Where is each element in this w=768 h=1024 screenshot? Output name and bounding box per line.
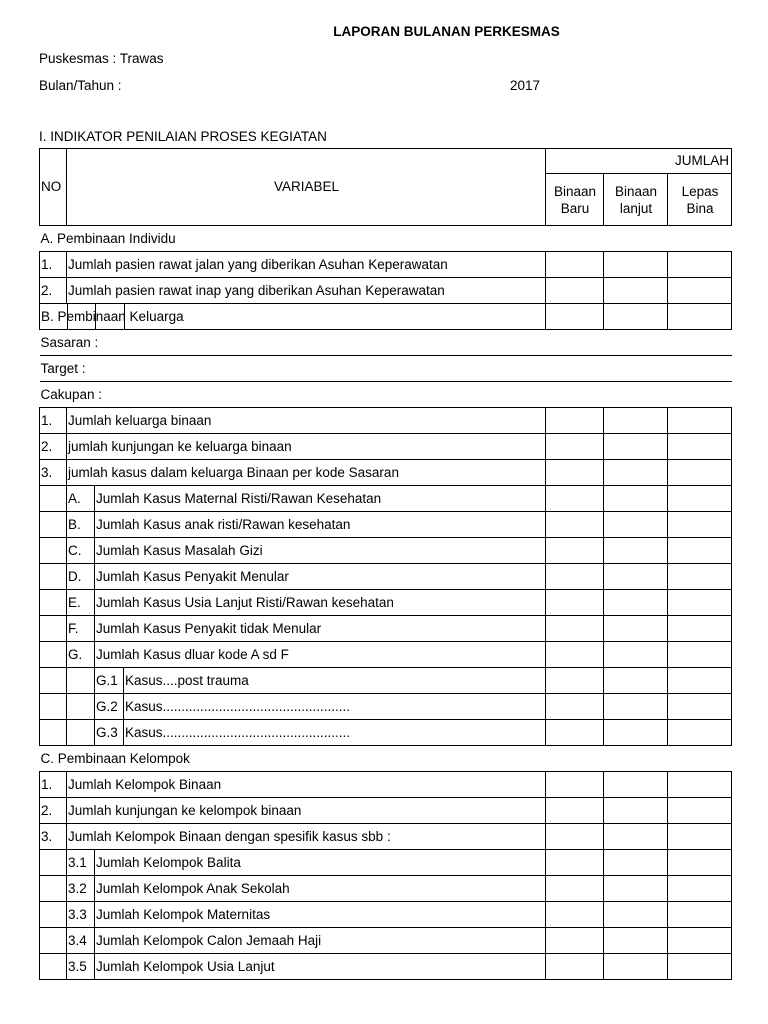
value-binaan-lanjut	[604, 590, 668, 616]
value-binaan-lanjut	[604, 902, 668, 928]
row-variabel: jumlah kunjungan ke keluarga binaan	[67, 434, 546, 460]
value-binaan-baru	[546, 304, 604, 330]
section-row	[40, 304, 732, 330]
row-code: E.	[67, 590, 95, 616]
value-binaan-lanjut	[604, 928, 668, 954]
value-binaan-baru	[546, 486, 604, 512]
value-binaan-baru	[546, 720, 604, 746]
section-c-label: C. Pembinaan Kelompok	[40, 746, 732, 772]
table-row	[40, 486, 732, 512]
table-row	[40, 798, 732, 824]
header-lepas-bina: Lepas Bina	[668, 174, 732, 226]
row-code: F.	[67, 616, 95, 642]
row-number	[40, 486, 67, 512]
value-lepas-bina	[668, 928, 732, 954]
header-variabel: VARIABEL	[67, 149, 546, 226]
value-lepas-bina	[668, 278, 732, 304]
value-binaan-baru	[546, 460, 604, 486]
value-lepas-bina	[668, 460, 732, 486]
row-number: 3.	[40, 824, 67, 850]
value-lepas-bina	[668, 824, 732, 850]
target-label: Target :	[40, 356, 732, 382]
table-row	[40, 772, 732, 798]
table-row	[40, 642, 732, 668]
value-lepas-bina	[668, 408, 732, 434]
table-row	[40, 538, 732, 564]
row-variabel: Jumlah Kasus anak risti/Rawan kesehatan	[95, 512, 546, 538]
row-number	[40, 720, 67, 746]
row-number	[40, 876, 67, 902]
value-lepas-bina	[668, 720, 732, 746]
table-row	[40, 408, 732, 434]
value-lepas-bina	[668, 564, 732, 590]
value-binaan-baru	[546, 824, 604, 850]
row-code: G.	[67, 642, 95, 668]
row-variabel: Jumlah Kelompok Binaan dengan spesifik kasus sbb :	[67, 824, 546, 850]
section-a-label: A. Pembinaan Individu	[40, 226, 732, 252]
value-binaan-baru	[546, 668, 604, 694]
value-binaan-baru	[546, 564, 604, 590]
row-variabel: Jumlah Kelompok Maternitas	[95, 902, 546, 928]
section-row	[40, 746, 732, 772]
value-binaan-lanjut	[604, 304, 668, 330]
row-code	[67, 668, 95, 694]
report-title: LAPORAN BULANAN PERKESMAS	[333, 24, 560, 39]
value-binaan-baru	[546, 850, 604, 876]
value-binaan-lanjut	[604, 694, 668, 720]
row-number	[40, 850, 67, 876]
row-code: 3.1	[67, 850, 95, 876]
value-binaan-baru	[546, 798, 604, 824]
row-number: 3.	[40, 460, 67, 486]
row-variabel: Kasus..................................................	[124, 720, 546, 746]
row-number	[40, 590, 67, 616]
row-variabel: Jumlah Kasus dluar kode A sd F	[95, 642, 546, 668]
value-binaan-baru	[546, 616, 604, 642]
row-code: C.	[67, 538, 95, 564]
row-code: B.	[67, 512, 95, 538]
table-row	[40, 460, 732, 486]
puskesmas-label: Puskesmas : Trawas	[39, 51, 164, 66]
value-lepas-bina	[668, 902, 732, 928]
table-row	[40, 252, 732, 278]
row-code: 3.2	[67, 876, 95, 902]
table-row	[40, 850, 732, 876]
row-variabel: Jumlah Kasus Penyakit tidak Menular	[95, 616, 546, 642]
value-binaan-lanjut	[604, 772, 668, 798]
value-binaan-baru	[546, 538, 604, 564]
table-row	[40, 694, 732, 720]
value-lepas-bina	[668, 434, 732, 460]
value-binaan-lanjut	[604, 824, 668, 850]
value-lepas-bina	[668, 486, 732, 512]
row-number: 1.	[40, 252, 67, 278]
row-number	[40, 538, 67, 564]
row-variabel: Jumlah Kelompok Usia Lanjut	[95, 954, 546, 980]
section-title: I. INDIKATOR PENILAIAN PROSES KEGIATAN	[39, 129, 327, 144]
row-number	[40, 512, 67, 538]
value-lepas-bina	[668, 772, 732, 798]
value-binaan-baru	[546, 954, 604, 980]
value-lepas-bina	[668, 512, 732, 538]
tahun-value: 2017	[510, 78, 541, 93]
row-variabel: Jumlah Kelompok Calon Jemaah Haji	[95, 928, 546, 954]
header-binaan-lanjut: Binaan lanjut	[604, 174, 668, 226]
table-row	[40, 590, 732, 616]
row-code	[67, 720, 95, 746]
value-binaan-lanjut	[604, 408, 668, 434]
table-row	[40, 512, 732, 538]
value-binaan-baru	[546, 408, 604, 434]
row-variabel: Jumlah Kelompok Balita	[95, 850, 546, 876]
value-lepas-bina	[668, 616, 732, 642]
table-row	[40, 824, 732, 850]
section-b-label: B. Pembinaan Keluarga	[40, 304, 546, 330]
value-binaan-lanjut	[604, 564, 668, 590]
row-variabel: Jumlah Kelompok Anak Sekolah	[95, 876, 546, 902]
table-row	[40, 668, 732, 694]
value-binaan-lanjut	[604, 850, 668, 876]
value-binaan-baru	[546, 876, 604, 902]
header-jumlah: JUMLAH	[546, 149, 732, 174]
value-binaan-baru	[546, 590, 604, 616]
bulan-tahun-label: Bulan/Tahun :	[39, 78, 122, 93]
table-row	[40, 434, 732, 460]
value-binaan-lanjut	[604, 642, 668, 668]
value-binaan-baru	[546, 434, 604, 460]
section-row	[40, 382, 732, 408]
row-variabel: Kasus....post trauma	[124, 668, 546, 694]
row-number	[40, 642, 67, 668]
row-code: 3.4	[67, 928, 95, 954]
value-binaan-lanjut	[604, 512, 668, 538]
value-binaan-baru	[546, 928, 604, 954]
value-lepas-bina	[668, 798, 732, 824]
value-lepas-bina	[668, 252, 732, 278]
row-variabel: Jumlah pasien rawat jalan yang diberikan Asuhan Keperawatan	[67, 252, 546, 278]
value-lepas-bina	[668, 304, 732, 330]
value-lepas-bina	[668, 668, 732, 694]
row-variabel: Jumlah Kelompok Binaan	[67, 772, 546, 798]
cakupan-label: Cakupan :	[40, 382, 732, 408]
row-code: 3.3	[67, 902, 95, 928]
row-variabel: Jumlah Kasus Masalah Gizi	[95, 538, 546, 564]
table-row	[40, 876, 732, 902]
value-lepas-bina	[668, 694, 732, 720]
row-variabel: Jumlah pasien rawat inap yang diberikan Asuhan Keperawatan	[67, 278, 546, 304]
row-variabel: Jumlah kunjungan ke kelompok binaan	[67, 798, 546, 824]
value-lepas-bina	[668, 876, 732, 902]
value-binaan-baru	[546, 642, 604, 668]
section-row	[40, 330, 732, 356]
row-subcode: G.2	[95, 694, 124, 720]
indicator-table	[39, 148, 732, 980]
value-lepas-bina	[668, 642, 732, 668]
row-variabel: jumlah kasus dalam keluarga Binaan per kode Sasaran	[67, 460, 546, 486]
value-binaan-lanjut	[604, 278, 668, 304]
table-row	[40, 278, 732, 304]
row-number: 2.	[40, 434, 67, 460]
value-binaan-lanjut	[604, 460, 668, 486]
value-binaan-lanjut	[604, 538, 668, 564]
row-code: A.	[67, 486, 95, 512]
table-row	[40, 616, 732, 642]
sasaran-label: Sasaran :	[40, 330, 732, 356]
value-binaan-lanjut	[604, 720, 668, 746]
value-binaan-lanjut	[604, 434, 668, 460]
row-variabel: Jumlah keluarga binaan	[67, 408, 546, 434]
value-binaan-lanjut	[604, 954, 668, 980]
table-row	[40, 902, 732, 928]
section-row	[40, 226, 732, 252]
value-lepas-bina	[668, 954, 732, 980]
row-variabel: Kasus..................................................	[124, 694, 546, 720]
value-lepas-bina	[668, 590, 732, 616]
value-binaan-baru	[546, 902, 604, 928]
row-variabel: Jumlah Kasus Penyakit Menular	[95, 564, 546, 590]
header-no: NO	[40, 149, 67, 226]
value-binaan-baru	[546, 278, 604, 304]
row-number: 1.	[40, 772, 67, 798]
value-binaan-baru	[546, 772, 604, 798]
row-number	[40, 564, 67, 590]
value-binaan-baru	[546, 512, 604, 538]
value-lepas-bina	[668, 538, 732, 564]
row-number	[40, 668, 67, 694]
table-row	[40, 564, 732, 590]
section-row	[40, 356, 732, 382]
table-row	[40, 720, 732, 746]
row-number	[40, 928, 67, 954]
value-binaan-baru	[546, 694, 604, 720]
row-subcode: G.3	[95, 720, 124, 746]
value-binaan-baru	[546, 252, 604, 278]
row-code	[67, 694, 95, 720]
row-number: 2.	[40, 798, 67, 824]
table-row	[40, 928, 732, 954]
row-number	[40, 616, 67, 642]
value-binaan-lanjut	[604, 252, 668, 278]
row-code: D.	[67, 564, 95, 590]
value-binaan-lanjut	[604, 876, 668, 902]
value-binaan-lanjut	[604, 668, 668, 694]
row-number: 1.	[40, 408, 67, 434]
value-binaan-lanjut	[604, 486, 668, 512]
row-subcode: G.1	[95, 668, 124, 694]
row-number	[40, 954, 67, 980]
row-number	[40, 902, 67, 928]
row-variabel: Jumlah Kasus Maternal Risti/Rawan Kesehatan	[95, 486, 546, 512]
value-binaan-lanjut	[604, 616, 668, 642]
row-number: 2.	[40, 278, 67, 304]
row-number	[40, 694, 67, 720]
table-row	[40, 954, 732, 980]
row-code: 3.5	[67, 954, 95, 980]
row-variabel: Jumlah Kasus Usia Lanjut Risti/Rawan kesehatan	[95, 590, 546, 616]
header-binaan-baru: Binaan Baru	[546, 174, 604, 226]
value-lepas-bina	[668, 850, 732, 876]
value-binaan-lanjut	[604, 798, 668, 824]
